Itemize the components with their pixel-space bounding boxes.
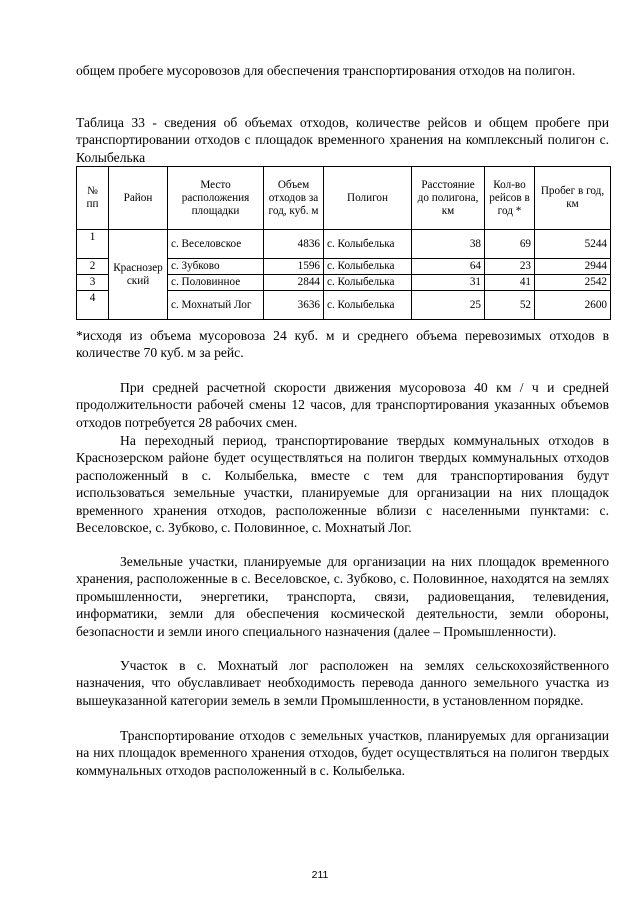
table-caption: Таблица 33 - сведения об объемах отходов, количестве рейсов и общем пробеге при транспортировании отходов с площадок временного хранения на комплексный полигон с. Колыбелька [76,115,609,165]
cell-place: с. Мохнатый Лог [168,291,264,320]
cell-distance: 31 [412,275,485,291]
cell-distance: 64 [412,259,485,275]
cell-polygon: с. Колыбелька [324,230,412,259]
cell-mileage: 2600 [535,291,611,320]
intro-paragraph: общем пробеге мусоровозов для обеспечения транспортирования отходов на полигон. [76,63,576,78]
header-trips: Кол-во рейсов в год * [485,167,535,230]
cell-num: 1 [77,230,109,259]
cell-volume: 3636 [264,291,324,320]
cell-trips: 23 [485,259,535,275]
table-row [77,230,611,259]
header-polygon: Полигон [324,167,412,230]
cell-volume: 4836 [264,230,324,259]
body-paragraph: Земельные участки, планируемые для организации на них площадок временного хранения, расположенные в с. Веселовское, с. Зубково, с. Половинное, находятся на землях промышленности, энергетики, транспорта, связи, радиовещания, телевидения, информатики, земли для обеспечения космической деятельности, земли обороны, безопасности и земли иного специального назначения (далее – Промышленности). [76,554,609,639]
body-paragraph: Транспортирование отходов с земельных участков, планируемых для организации на них площадок временного хранения отходов, будет осуществляться на полигон твердых коммунальных отходов расположенный в с. Колыбелька. [76,728,609,778]
cell-num: 2 [77,259,109,275]
body-paragraph: При средней расчетной скорости движения мусоровоза 40 км / ч и средней продолжительности рабочей смены 12 часов, для транспортирования указанных объемов отходов потребуется 28 рабочих смен. [76,380,609,430]
header-district: Район [109,167,168,230]
cell-num: 4 [77,291,109,320]
cell-trips: 52 [485,291,535,320]
table-footnote: *исходя из объема мусоровоза 24 куб. м и среднего объема перевозимых отходов в количестве 70 куб. м за рейс. [76,328,609,361]
cell-district: Краснозерский [109,230,168,320]
cell-polygon: с. Колыбелька [324,275,412,291]
cell-mileage: 5244 [535,230,611,259]
cell-mileage: 2944 [535,259,611,275]
cell-num: 3 [77,275,109,291]
cell-distance: 25 [412,291,485,320]
header-mileage: Пробег в год, км [535,167,611,230]
cell-place: с. Половинное [168,275,264,291]
cell-trips: 69 [485,230,535,259]
cell-polygon: с. Колыбелька [324,259,412,275]
header-distance: Расстояние до полигона, км [412,167,485,230]
cell-polygon: с. Колыбелька [324,291,412,320]
cell-trips: 41 [485,275,535,291]
body-paragraph: Участок в с. Мохнатый лог расположен на землях сельскохозяйственного назначения, что обуславливает необходимость перевода данного земельного участка из вышеуказанной категории земель в земли Промышленности, в установленном порядке. [76,658,609,708]
table-header-row [77,167,611,230]
cell-place: с. Веселовское [168,230,264,259]
cell-volume: 1596 [264,259,324,275]
page-number: 211 [311,869,329,881]
cell-distance: 38 [412,230,485,259]
body-paragraph: На переходный период, транспортирование твердых коммунальных отходов в Краснозерском районе будет осуществляться на полигон твердых коммунальных отходов расположенный в с. Колыбелька, вместе с тем для транспортирования будут использоваться земельные участки, планируемые для организации на них площадок временного хранения отходов, расположенные вблизи с населенными пунктами: с. Веселовское, с. Зубково, с. Половинное, с. Мохнатый Лог. [76,433,609,536]
header-num: № пп [77,167,109,230]
cell-mileage: 2542 [535,275,611,291]
cell-place: с. Зубково [168,259,264,275]
header-volume: Объем отходов за год, куб. м [264,167,324,230]
cell-volume: 2844 [264,275,324,291]
header-place: Место расположения площадки [168,167,264,230]
waste-table [76,166,611,320]
